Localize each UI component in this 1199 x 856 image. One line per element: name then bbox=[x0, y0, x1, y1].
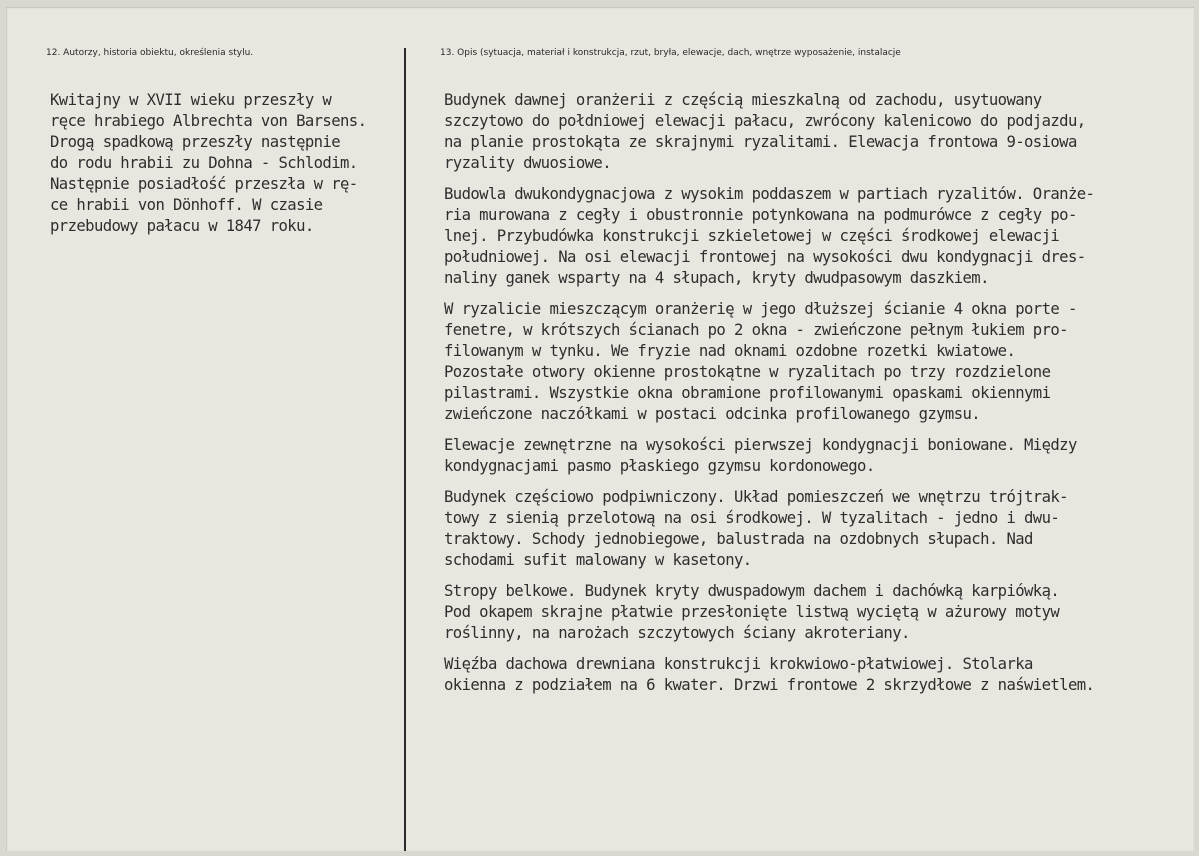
text-line: Pozostałe otwory okienne prostokątne w ryzalitach po trzy rozdzielone bbox=[444, 363, 1051, 381]
text-line: na planie prostokąta ze skrajnymi ryzalitami. Elewacja frontowa 9-osiowa bbox=[444, 133, 1077, 151]
description-text-column bbox=[444, 90, 1184, 706]
text-line: pilastrami. Wszystkie okna obramione profilowanymi opaskami okiennymi bbox=[444, 384, 1051, 402]
paragraph bbox=[444, 487, 1184, 571]
text-line: kondygnacjami pasmo płaskiego gzymsu kordonowego. bbox=[444, 457, 875, 475]
text-line: Więźba dachowa drewniana konstrukcji krokwiowo-płatwiowej. Stolarka bbox=[444, 655, 1033, 673]
text-line: ria murowana z cegły i obustronnie potynkowana na podmurówce z cegły po- bbox=[444, 206, 1077, 224]
text-line: W ryzalicie mieszczącym oranżerię w jego dłuższej ścianie 4 okna porte - bbox=[444, 300, 1077, 318]
text-line: Elewacje zewnętrzne na wysokości pierwszej kondygnacji boniowane. Między bbox=[444, 436, 1077, 454]
column-divider bbox=[404, 48, 406, 851]
paragraph bbox=[444, 299, 1184, 425]
paragraph bbox=[444, 581, 1184, 644]
section-13-header: 13. Opis (sytuacja, materiał i konstrukcja, rzut, bryła, elewacje, dach, wnętrze wyposażenie, instalacje bbox=[440, 48, 901, 58]
text-line: Drogą spadkową przeszły następnie bbox=[50, 133, 341, 151]
section-12-header: 12. Autorzy, historia obiektu, określenia stylu. bbox=[46, 48, 254, 58]
history-text-column bbox=[50, 90, 395, 237]
text-line: przebudowy pałacu w 1847 roku. bbox=[50, 217, 314, 235]
text-line: Budowla dwukondygnacjowa z wysokim poddaszem w partiach ryzalitów. Oranże- bbox=[444, 185, 1095, 203]
text-line: traktowy. Schody jednobiegowe, balustrada na ozdobnych słupach. Nad bbox=[444, 530, 1033, 548]
text-line: towy z sienią przelotową na osi środkowej. W tyzalitach - jedno i dwu- bbox=[444, 509, 1060, 527]
text-line: ręce hrabiego Albrechta von Barsens. bbox=[50, 112, 367, 130]
text-line: Stropy belkowe. Budynek kryty dwuspadowym dachem i dachówką karpiówką. bbox=[444, 582, 1060, 600]
text-line: szczytowo do połdniowej elewacji pałacu, zwrócony kalenicowo do podjazdu, bbox=[444, 112, 1086, 130]
paragraph bbox=[444, 184, 1184, 289]
paragraph bbox=[444, 435, 1184, 477]
paragraph bbox=[444, 90, 1184, 174]
text-line: naliny ganek wsparty na 4 słupach, kryty dwudpasowym daszkiem. bbox=[444, 269, 989, 287]
text-line: schodami sufit malowany w kasetony. bbox=[444, 551, 752, 569]
text-line: ce hrabii von Dönhoff. W czasie bbox=[50, 196, 323, 214]
paragraph bbox=[444, 654, 1184, 696]
text-line: fenetre, w krótszych ścianach po 2 okna - zwieńczone pełnym łukiem pro- bbox=[444, 321, 1068, 339]
text-line: lnej. Przybudówka konstrukcji szkieletowej w części środkowej elewacji bbox=[444, 227, 1060, 245]
text-line: okienna z podziałem na 6 kwater. Drzwi frontowe 2 skrzydłowe z naświetlem. bbox=[444, 676, 1095, 694]
text-line: Budynek dawnej oranżerii z częścią mieszkalną od zachodu, usytuowany bbox=[444, 91, 1042, 109]
text-line: ryzality dwuosiowe. bbox=[444, 154, 611, 172]
text-line: Następnie posiadłość przeszła w rę- bbox=[50, 175, 358, 193]
text-line: do rodu hrabii zu Dohna - Schlodim. bbox=[50, 154, 358, 172]
text-line: filowanym w tynku. We fryzie nad oknami ozdobne rozetki kwiatowe. bbox=[444, 342, 1016, 360]
document-sheet bbox=[6, 7, 1194, 851]
text-line: zwieńczone naczółkami w postaci odcinka profilowanego gzymsu. bbox=[444, 405, 981, 423]
text-line: Budynek częściowo podpiwniczony. Układ pomieszczeń we wnętrzu trójtrak- bbox=[444, 488, 1068, 506]
text-line: południowej. Na osi elewacji frontowej na wysokości dwu kondygnacji dres- bbox=[444, 248, 1086, 266]
text-line: roślinny, na narożach szczytowych ściany akroteriany. bbox=[444, 624, 910, 642]
text-line: Kwitajny w XVII wieku przeszły w bbox=[50, 91, 332, 109]
text-line: Pod okapem skrajne płatwie przesłonięte listwą wyciętą w ażurowy motyw bbox=[444, 603, 1060, 621]
